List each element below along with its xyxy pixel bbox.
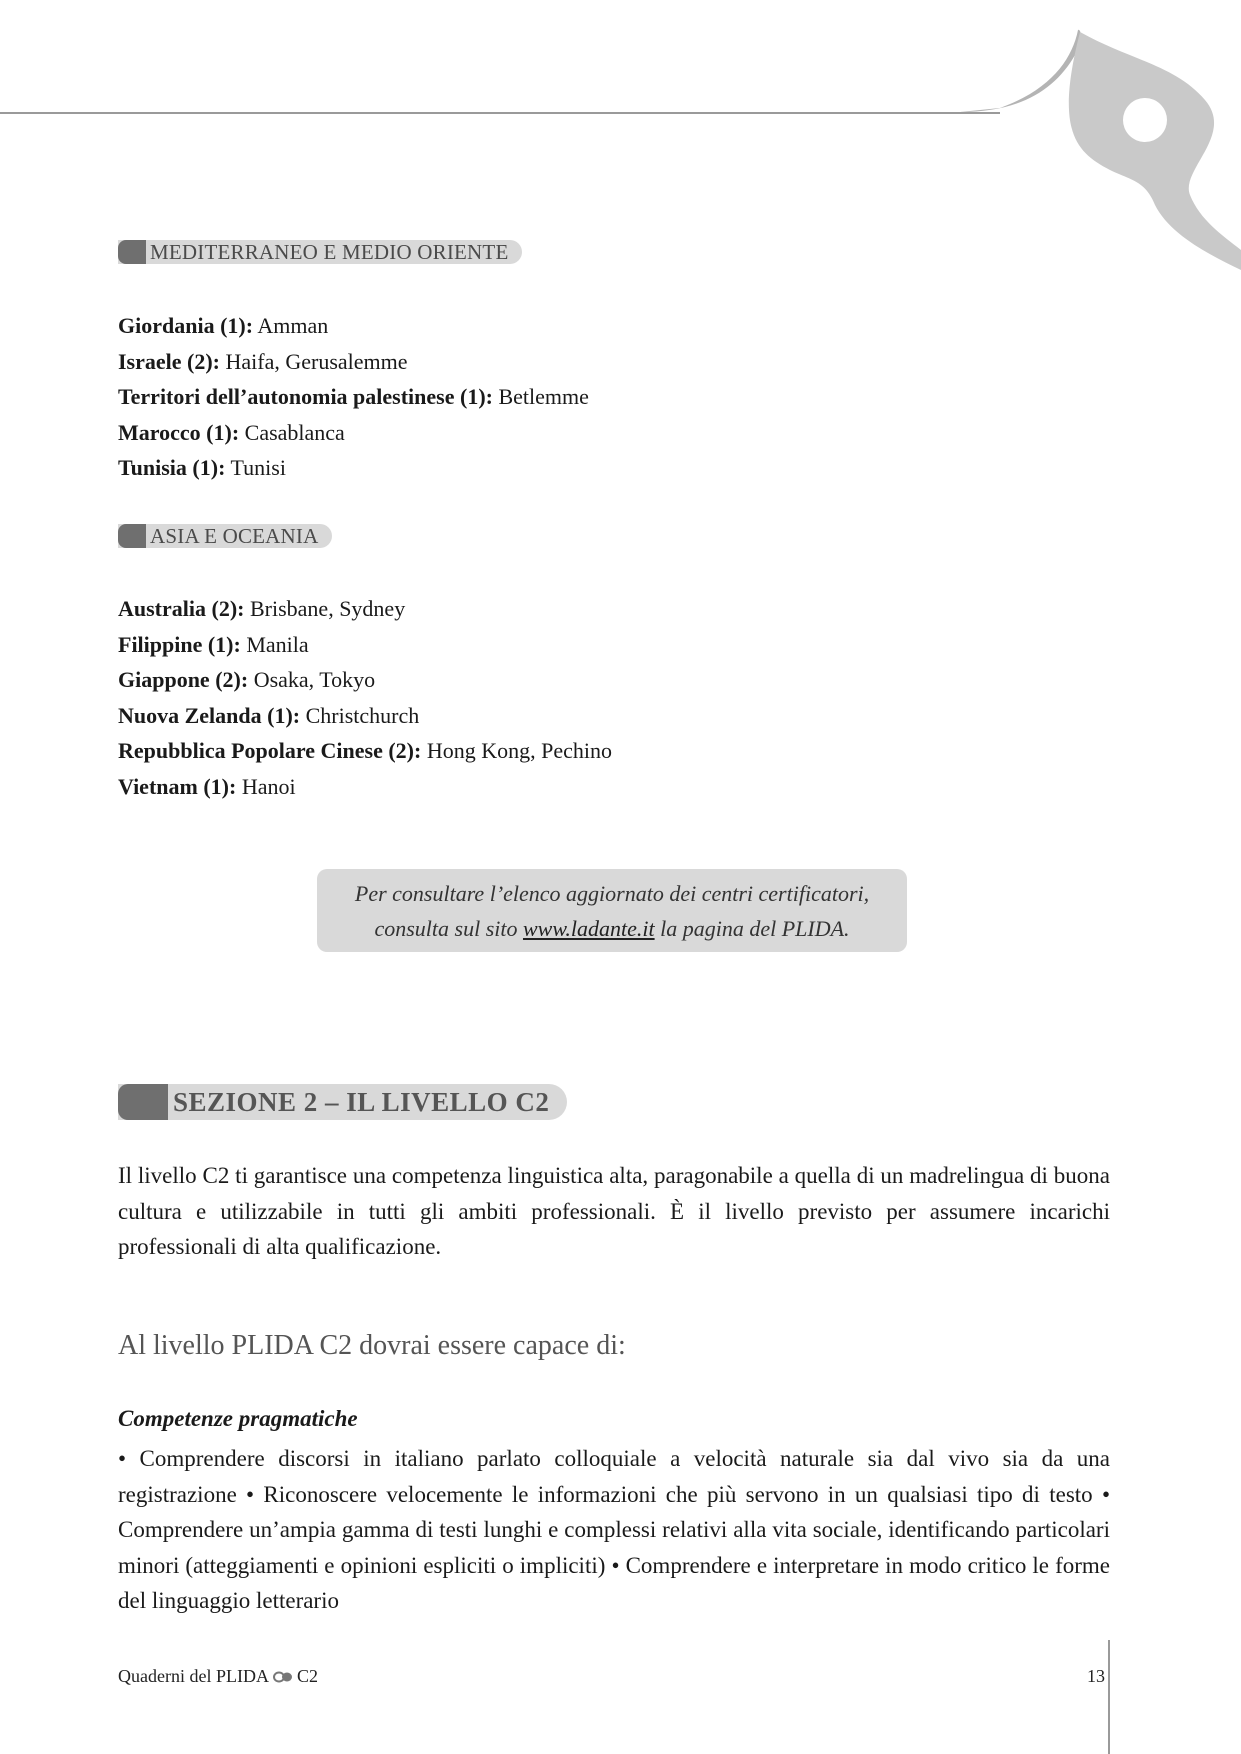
note-text: la pagina del PLIDA. <box>654 915 850 941</box>
competence-title: Competenze pragmatiche <box>118 1406 358 1431</box>
country-name: Filippine (1): <box>118 631 241 657</box>
label-block-marker <box>118 524 146 548</box>
city-names: Hong Kong, Pechino <box>421 738 612 763</box>
section-2-heading <box>118 1084 567 1120</box>
footer-title <box>118 1666 318 1687</box>
section-label-mediterraneo <box>118 240 522 264</box>
country-name: Vietnam (1): <box>118 773 237 799</box>
section-label-asia <box>118 524 332 548</box>
section-2-title: SEZIONE 2 – IL LIVELLO C2 <box>173 1086 550 1117</box>
ladante-link[interactable]: www.ladante.it <box>522 915 655 941</box>
list-item <box>118 698 612 734</box>
country-name: Nuova Zelanda (1): <box>118 702 301 728</box>
list-item <box>118 733 612 769</box>
city-names: Manila <box>240 631 309 657</box>
list-item <box>118 769 612 805</box>
city-names: Betlemme <box>492 384 589 409</box>
city-names: Casablanca <box>239 419 345 445</box>
plida-logo-icon <box>273 1671 293 1683</box>
page-number: 13 <box>1087 1666 1105 1686</box>
city-names: Osaka, Tokyo <box>248 667 376 692</box>
label-block-marker <box>118 240 146 264</box>
country-name: Territori dell’autonomia palestinese (1): <box>118 384 493 409</box>
list-item <box>118 450 589 486</box>
city-names: Christchurch <box>300 702 420 728</box>
footer-level: C2 <box>296 1666 318 1686</box>
label-block-marker <box>118 1084 168 1120</box>
list-item <box>118 627 612 663</box>
info-note-box <box>317 869 907 952</box>
country-name: Tunisia (1): <box>118 455 226 480</box>
country-list-mediterraneo <box>118 308 589 486</box>
footer-rule <box>1108 1640 1110 1754</box>
list-item <box>118 662 612 698</box>
list-item <box>118 415 589 451</box>
country-name: Repubblica Popolare Cinese (2): <box>118 738 422 763</box>
note-line-2 <box>317 911 907 946</box>
country-name: Giordania (1): <box>118 313 254 338</box>
city-names: Amman <box>253 313 329 338</box>
decorative-leaf-icon <box>960 20 1241 270</box>
city-names: Brisbane, Sydney <box>244 596 406 621</box>
list-item <box>118 379 589 415</box>
section-2-intro: Il livello C2 ti garantisce una competenza linguistica alta, paragonabile a quella di un madrelingua di buona cultura e utilizzabile in tutti gli ambiti professionali. È il livello previsto per assumere incarichi professionali di alta qualificazione. <box>118 1163 1110 1259</box>
competence-text: • Comprendere discorsi in italiano parlato colloquiale a velocità naturale sia dal vivo sia da una registrazione • Riconoscere velocemente le informazioni che più servono in un qualsiasi tipo di testo • Comprendere un’ampia gamma di testi lunghi e complessi relativi alla vita sociale, identificando particolari minori (atteggiamenti e opinioni espliciti o impliciti) • Comprendere e interpretare in modo critico le forme del linguaggio letterario <box>118 1446 1110 1613</box>
list-item <box>118 344 589 380</box>
city-names: Haifa, Gerusalemme <box>220 348 408 374</box>
city-names: Hanoi <box>236 773 296 799</box>
country-list-asia <box>118 591 612 804</box>
list-item <box>118 308 589 344</box>
country-name: Giappone (2): <box>118 667 249 692</box>
country-name: Australia (2): <box>118 596 245 621</box>
note-text: consulta sul sito <box>374 915 523 941</box>
note-line-1: Per consultare l’elenco aggiornato dei centri certificatori, <box>354 880 870 906</box>
city-names: Tunisi <box>225 455 286 480</box>
subheading: Al livello PLIDA C2 dovrai essere capace di: <box>118 1330 626 1361</box>
section-label-text: MEDITERRANEO E MEDIO ORIENTE <box>150 239 509 264</box>
footer-publication: Quaderni del PLIDA <box>118 1666 269 1686</box>
list-item <box>118 591 612 627</box>
country-name: Marocco (1): <box>118 419 240 445</box>
section-label-text: ASIA E OCEANIA <box>150 523 319 548</box>
country-name: Israele (2): <box>118 348 221 374</box>
top-rule <box>0 112 1000 114</box>
